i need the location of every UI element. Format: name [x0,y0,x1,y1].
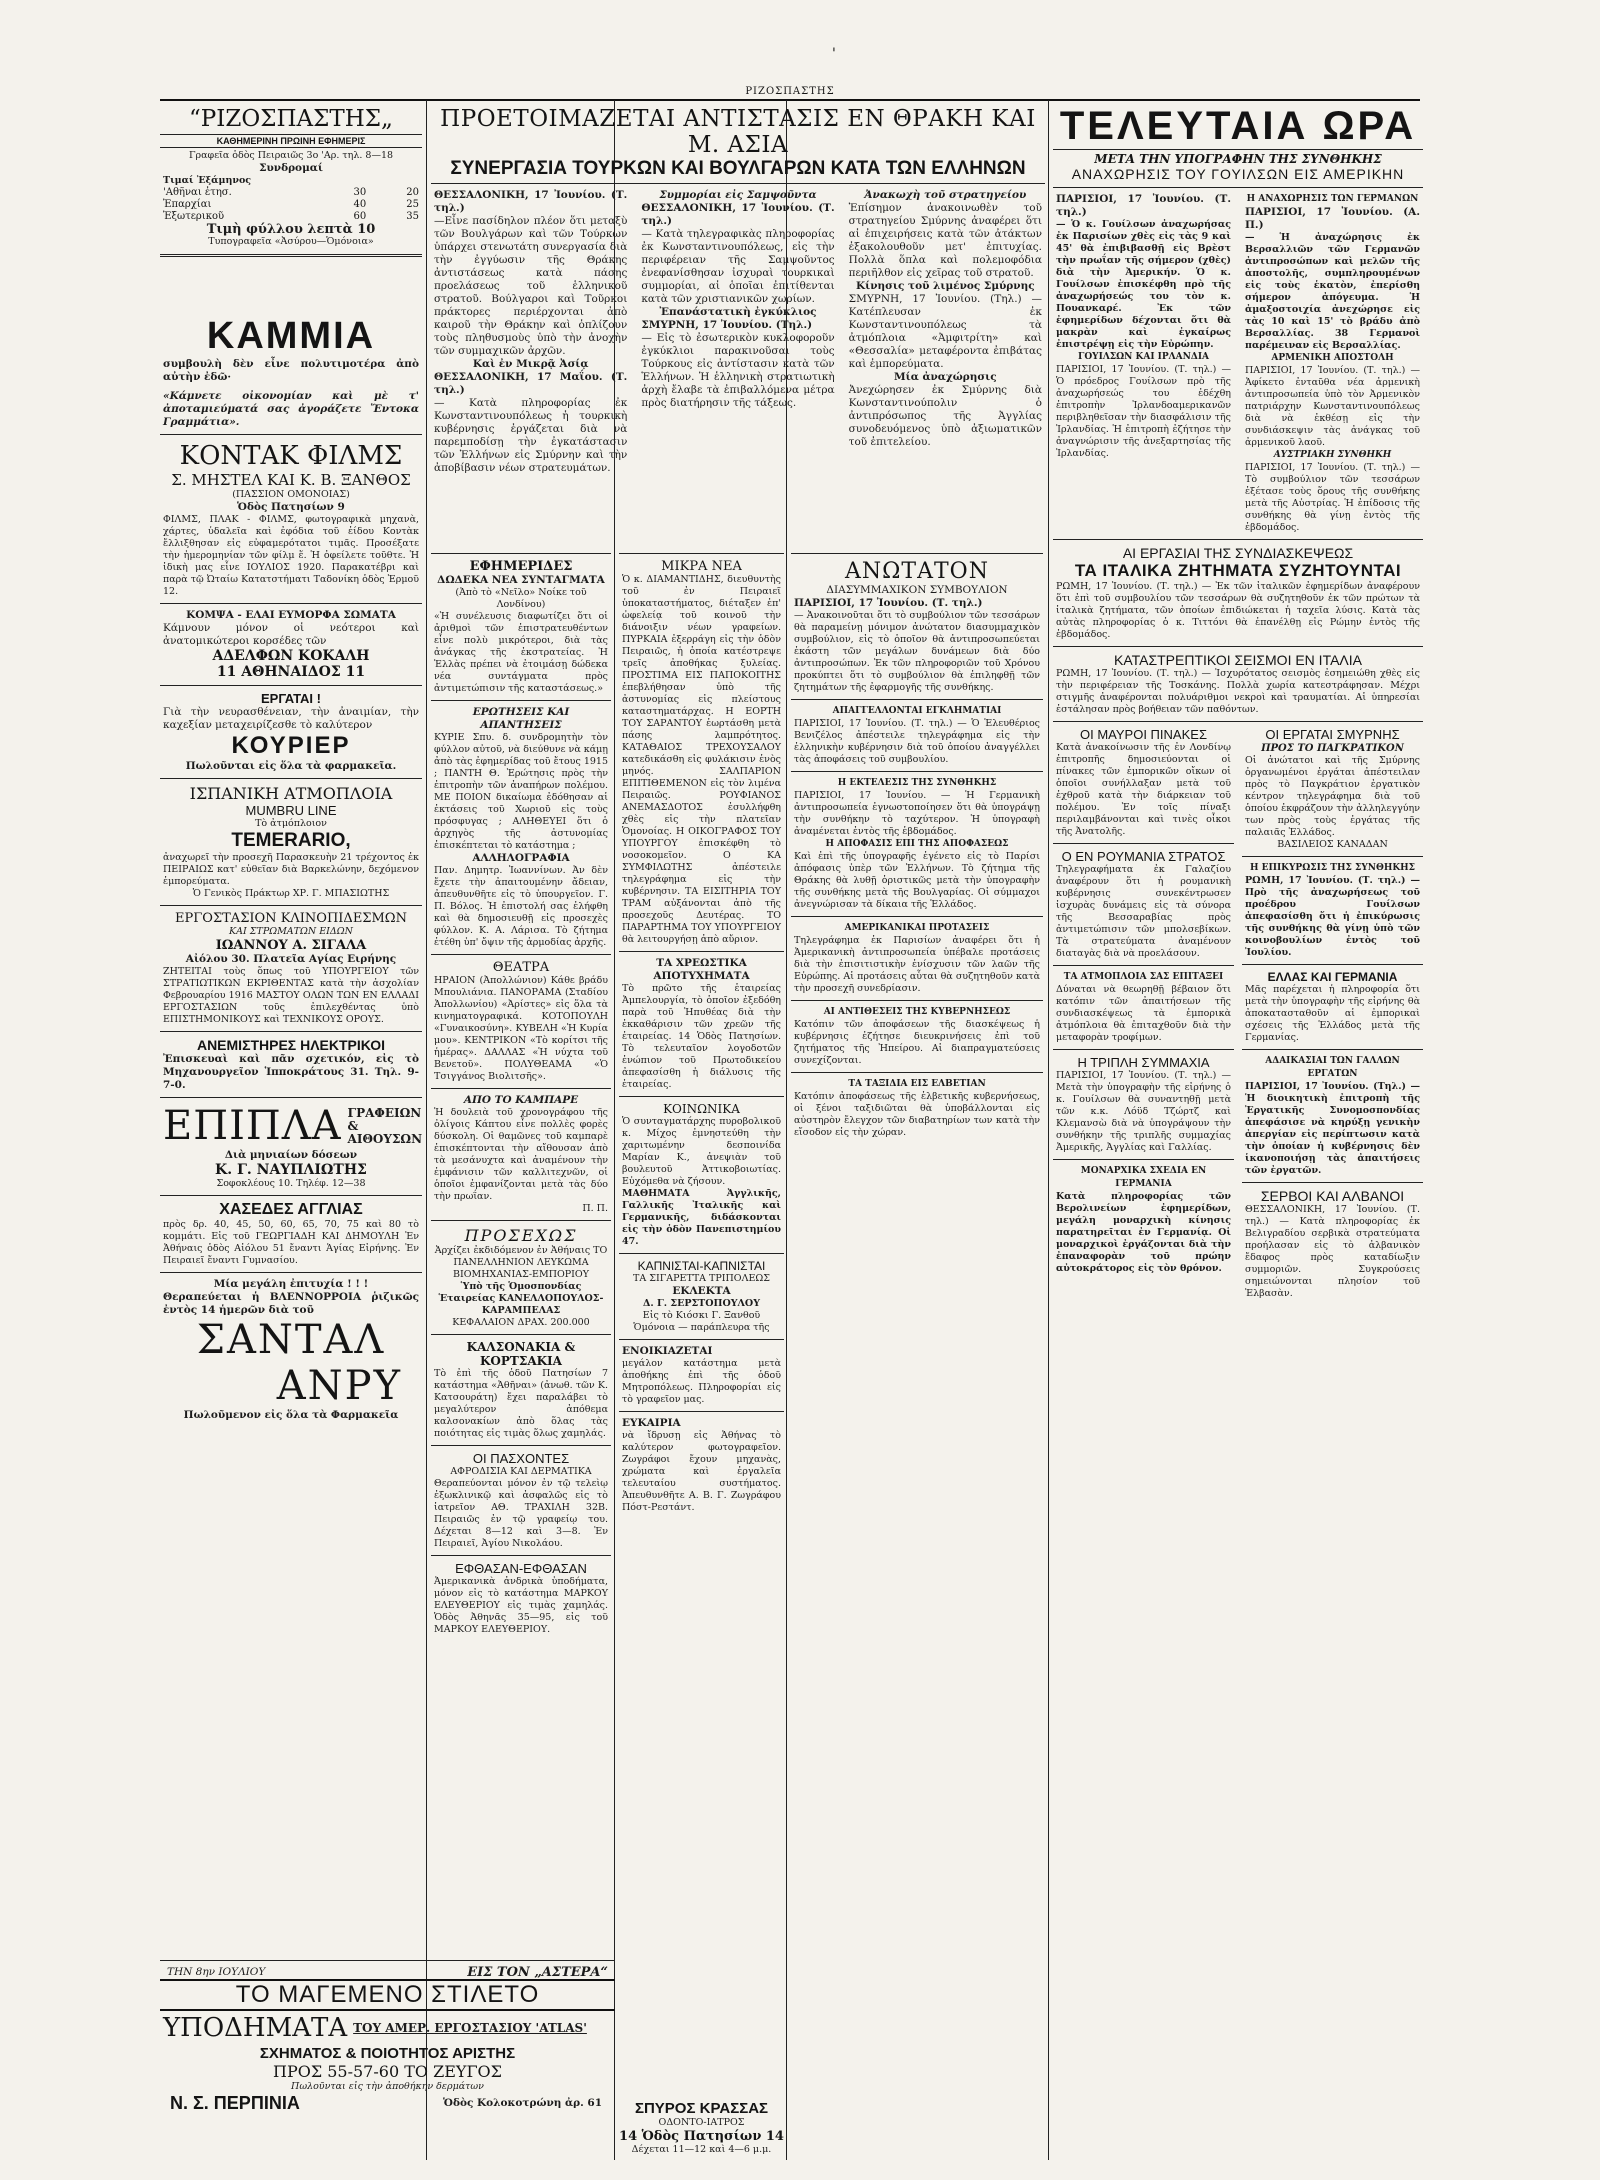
masthead-address: Γραφεῖα ὁδὸς Πειραιῶς 3ο 'Αρ. τηλ. 8—18 [188,150,394,161]
section-subtitle: ΔΩΔΕΚΑ ΝΕΑ ΣΥΝΤΑΓΜΑΤΑ [437,574,605,586]
last-hour-lower-right [1242,727,1423,1300]
ad-kompsa-body: Κάμνουν μόνον οἱ νεότεροι καὶ ἀνατομικώτεροι κορσέδες τῶν [163,622,419,647]
dentist-address: 14 Ὁδὸς Πατησίων 14 [619,2129,784,2144]
ad-kourier: ΚΟΥΡΙΕΡ [231,732,351,759]
article-body: Κατόπιν τῶν ἀποφάσεων τῆς διασκέψεως ἡ κυβέρνησις ἐζήτησε διευκρινήσεις ἐπὶ τοῦ ζητήματος τῆς Ἠπείρου. Αἱ διαπραγματεύσεις συνεχίζονται. [794,1019,1040,1066]
section-title: ΚΑΤΑΣΤΡΕΠΤΙΚΟΙ ΣΕΙΣΜΟΙ ΕΝ ΙΤΑΛΙΑ [1113,652,1363,668]
main-col-1 [431,189,630,475]
article-subhead: Κίνησις τοῦ λιμένος Σμύρνης [856,280,1035,292]
section-body: Δ. Γ. ΣΕΡΣΤΟΠΟΥΛΟΥ [643,1298,760,1309]
article-body: ΠΑΡΙΣΙΟΙ, 17 Ἰουνίου. (Τ. τηλ.) — Ὁ Ἑλευθέριος Βενιζέλος ἀπέστειλε τηλεγράφημα εἰς τὴν ἑλληνικὴν κυβέρνησιν διὰ τοῦ ὁποίου ἀναγγέλλει τὰς ἀποφάσεις τοῦ συμβουλίου. [794,718,1040,765]
section-body: Ὁ κ. ΔΙΑΜΑΝΤΙΔΗΣ, διευθυντὴς τοῦ ἐν Πειραιεῖ ὑποκαταστήματος, διέταξεν ἐπ' ὠφελείᾳ τοῦ κοινοῦ τὴν διάνοιξιν νέων γραφείων. ΠΥΡΚΑΙΑ ἐξερράγη εἰς τὴν ὁδὸν Πειραιῶς, ἡ ὁποία κατέστρεψε τρεῖς ἀποθήκας ξυλείας. ΠΡΟΣΤΙΜΑ ΕΙΣ ΠΑΠΟΚΟΙΤΗΣ ἐπεβλήθησαν ὑπὸ τῆς ἀστυνομίας εἰς πλείστους καταστηματάρχας. Η ΕΟΡΤΗ ΤΟΥ ΣΑΡΑΝΤΟΥ ἐωρτάσθη μετὰ πάσης λαμπρότητος. ΚΑΤΑΘΑΙΟΣ ΤΡΕΧΟΥΣΑΛΟΥ κατεδικάσθη εἰς φυλάκισιν ἑνὸς μηνός. ΣΑΛΠΑΡΙΟΝ ΕΠΙΤΙΘΕΜΕΝΟΝ εἰς τὸν λιμένα Πειραιῶς. ΡΟΥΦΙΑΝΟΣ ΑΝΕΜΑΣΔΟΤΟΣ ἐσυλλήφθη χθὲς εἰς τὴν πλατεῖαν Ὁμονοίας. Η ΟΙΚΟΓΡΑΦΟΣ ΤΟΥ ΥΠΟΥΡΓΟΥ ἐπισκέφθη τὸ νοσοκομεῖον. Ο ΚΑ ΣΥΜΦΙΛΩΤΗΣ ἀπέστειλε τηλεγράφημα εἰς τὴν κυβέρνησιν. ΤΑ ΕΙΣΙΤΗΡΙΑ ΤΟΥ ΤΡΑΜ αὐξάνονται ἀπὸ τῆς προσεχοῦς Δευτέρας. ΤΟ ΠΑΡΑΡΤΗΜΑ ΤΟΥ ΥΠΟΥΡΓΕΙΟΥ θὰ λειτουργήσῃ ἀπὸ αὔριον. [622,574,781,945]
rate-row: 'Αθῆναι ἐτησ. 30 20 [163,187,419,198]
rates-heading: Τιμαί Ἐξάμηνος [163,175,252,186]
article-body: Τηλεγράφημα ἐκ Παρισίων ἀναφέρει ὅτι ἡ Ἀμερικανικὴ ἀντιπροσωπεία ὑπέβαλε προτάσεις διὰ τὴν ἐπισιτιστικὴν ἐνίσχυσιν τῶν λαῶν τῆς Εὐρώπης. Αἱ προτάσεις αὗται θὰ συζητηθοῦν κατὰ τὴν προσεχῆ συνεδρίασιν. [794,935,1040,994]
shoes-price: ΠΡΟΣ 55-57-60 ΤΟ ΖΕΥΓΟΣ [273,2062,502,2081]
shoes-price-sub: Πωλοῦνται εἰς τὴν ἀποθήκην δερμάτων [291,2081,484,2092]
article-body: ΠΑΡΙΣΙΟΙ, 17 Ἰουνίου. (Τ. τηλ.) — Τὸ συμβούλιον τῶν τεσσάρων ἐξέτασε τοὺς ὅρους τῆς συνθήκης μετὰ τῆς Αὐστρίας. Ἡ ἐπίδοσις τῆς συνθήκης θὰ γίνῃ ἐντὸς τῆς ἑβδομάδος. [1245,462,1420,533]
signature: ΒΑΣΙΛΕΙΟΣ ΚΑΝΑΔΑΝ [1277,839,1388,850]
ad-ship-name: TEMERARIO, [231,830,351,851]
article-body: Τηλεγραφήματα ἐκ Γαλαζίου ἀναφέρουν ὅτι ἡ ρουμανικὴ κυβέρνησις συνεκέντρωσεν ἰσχυρὰς δυνάμεις εἰς τὰ σύνορα τῆς Βεσσαραβίας πρὸς ἀντιμετώπισιν τῶν μπολσεβίκων. Τὰ στρατεύματα ἀναμένουν διαταγὰς διὰ νὰ προελάσουν. [1056,864,1231,959]
section-body: Ὑπὸ τῆς Ὁμοσπονδίας Ἑταιρείας ΚΑΝΕΛΛΟΠΟΥΛΟΣ-ΚΑΡΑΜΠΕΛΑΣ [438,1281,604,1316]
section-title: Η ΑΠΟΦΑΣΙΣ ΕΠΙ ΤΗΣ ΑΠΟΦΑΣΕΩΣ [825,839,1009,849]
section-body: Παν. Δημητρ. Ἰωαννίνων. Ἀν δὲν ἔχετε τὴν ἀπαιτουμένην ἄδειαν, ἀπευθυνθῆτε εἰς τὸ ὑπουργεῖον. Γ. Π. Βόλος. Ἡ ἐπιστολή σας ἐλήφθη καὶ θὰ δημοσιευθῇ εἰς προσεχὲς φύλλον. Κ. Α. Λάρισα. Τὸ ζήτημα ἐτέθη ὑπ' ὄψιν τῆς ἁρμοδίας ἀρχῆς. [434,865,608,948]
section-title: ΜΟΝΑΡΧΙΚΑ ΣΧΕΔΙΑ ΕΝ ΓΕΡΜΑΝΙΑ [1080,1166,1207,1189]
section-body: Θεραπεύονται μόνον ἐν τῷ τελεὶῳ ἐξωκλινικῷ καὶ ἀσφαλῶς εἰς τὸ ἰατρεῖον ΑΘ. ΤΡΑΧΙΛΗ 32Β. Πειραιῶς ἐν τῷ γραφείῳ του. Δέχεται 8—12 καὶ 3—8. Ἐν Πειραιεῖ, Ἀγίου Νικολάου. [434,1478,608,1549]
section-body: «Ἡ συνέλευσις διαφωτίζει ὅτι οἱ ἀριθμοὶ τῶν ἐπιστρατευθέντων εἶνε πολὺ μικρότεροι, διὰ τὰς ἀνάγκας τῆς ἐκστρατείας. Ἡ Ἑλλὰς πρέπει νὰ ἐτοιμάσῃ δώδεκα νέα συντάγματα πρὸς ἀντιμετώπισιν τῆς καταστάσεως.» [434,611,608,694]
article-body: Κατὰ πληροφορίας τῶν Βερολινείων ἐφημερίδων, μεγάλη μοναρχικὴ κίνησις παρατηρεῖται ἐν Γερμανίᾳ. Οἱ μοναρχικοὶ ἐργάζονται διὰ τὴν ἐπαναφορὰν τοῦ πρώην αὐτοκράτορος εἰς τὸν θρόνον. [1056,1191,1231,1274]
cinema-name: ΕΙΣ ΤΟΝ „ΑΣΤΕΡΑ“ [467,1965,608,1980]
ad-epipla-side: ΓΡΑΦΕΙΩΝ & ΑΙΘΟΥΣΩΝ [347,1105,422,1146]
column-rule [426,100,427,2160]
ad-kompsa-heading: ΚΟΜΨΑ - ΕΛΑΙ ΕΥΜΟΡΦΑ ΣΩΜΑΤΑ [186,609,396,621]
section-title: ΑΜΕΡΙΚΑΝΙΚΑΙ ΠΡΟΤΑΣΕΙΣ [844,923,990,933]
dentist-ad [619,2100,784,2170]
article-body: ΠΑΡΙΣΙΟΙ, 17 Ἰουνίου. (Τ. τηλ.) — Μετὰ τὴν ὑπογραφὴν τῆς εἰρήνης ὁ κ. Γουίλσων θὰ συναντηθῇ μετὰ τῶν κ.κ. Λόϋδ Τζώρτζ καὶ Κλεμανσὼ διὰ νὰ ὑπογράψουν τὴν συνθήκην τῆς τριπλῆς συμμαχίας Ἀμερικῆς, Ἀγγλίας καὶ Γαλλίας. [1056,1070,1231,1153]
article-subhead: Ἀνακωχὴ τοῦ στρατηγείου [864,189,1027,201]
ad-kontak-names: Σ. ΜΗΣΤΕΛ ΚΑΙ Κ. Β. ΞΑΝΘΟΣ [171,471,411,489]
section-title: Ο ΕΝ ΡΟΥΜΑΝΙΑ ΣΤΡΑΤΟΣ [1061,849,1226,864]
article-body: ΣΜΥΡΝΗ, 17 Ἰουνίου. (Τηλ.) — Κατέπλευσαν ἐκ Κωνσταντινουπόλεως τὰ ἀτμόπλοια «Ἀμφιτρίτη» καὶ «Θεσσαλία» μεταφέροντα ἐπιβάτας καὶ ἐμπορεύματα. [848,293,1042,370]
section-title: ΘΕΑΤΡΑ [492,960,550,975]
section-title: ΑΠΟ ΤΟ ΚΑΜΠΑΡΕ [463,1094,579,1106]
ad-epipla-address: Σοφοκλέους 10. Τηλέφ. 12—38 [216,1178,366,1189]
ad-kourier-line: Πωλοῦνται εἰς ὅλα τὰ φαρμακεῖα. [185,760,397,772]
dateline: ΠΑΡΙΣΙΟΙ, 17 Ἰουνίου. (Τ. τηλ.) [794,597,983,609]
ad-epipla-body: Διὰ μηνιαίων δόσεων [224,1149,358,1161]
dentist-name: ΣΠΥΡΟΣ ΚΡΑΣΣΑΣ [634,2100,769,2117]
section-title: Η ΕΠΙΚΥΡΩΣΙΣ ΤΗΣ ΣΥΝΘΗΚΗΣ [1249,863,1416,873]
article-body: Κατόπιν ἀποφάσεως τῆς ἑλβετικῆς κυβερνήσεως, οἱ ξένοι ταξιδιῶται θὰ ὑποβάλλονται εἰς αὐστηρὸν ἔλεγχον τῶν διαβατηρίων των κατὰ τὴν εἴσοδον εἰς τὴν χώραν. [794,1091,1040,1138]
last-hour-title: ΤΕΛΕΥΤΑΙΑ ΩΡΑ [1059,104,1417,148]
section-body: Ἡ δουλειὰ τοῦ χρονογράφου τῆς ὀλίγοις Κάπτου εἶνε πολλὲς φορὲς δύσκολη. Οἱ θαμῶνες τοῦ καμπαρὲ ἐπισκέπτονται τὴν αἴθουσαν ἀπὸ τὰ μεσάνυχτα καὶ ἀναμένουν τὴν ἐμφάνισιν τῶν καλλιτεχνῶν, οἱ ὁποῖοι ἐμφανίζονται μετὰ τὰς δύο τὴν πρωΐαν. [434,1107,608,1202]
article-body: — Ἀνακοινοῦται ὅτι τὸ συμβούλιον τῶν τεσσάρων θὰ παραμείνῃ μόνιμον ἀνώτατον διασυμμαχικὸν συμβούλιον, εἰς τὸ ὁποῖον θὰ ἀντιπροσωπεύεται ἑκάστη τῶν μεγάλων δυνάμεων διὰ δύο ἀντιπροσώπων. Ἐκ τῶν πληροφοριῶν τοῦ Χρόνου προκύπτει ὅτι τὸ συμβούλιον θὰ ἐπιληφθῇ τῶν ζητημάτων τῆς ἐφαρμογῆς τῆς συνθήκης. [794,610,1040,693]
section-title: ΓΟΥΙΛΣΩΝ ΚΑΙ ΙΡΛΑΝΔΙΑ [1077,352,1210,362]
article-body: ΠΑΡΙΣΙΟΙ, 17 Ἰουνίου. (Τηλ.) — Ἡ διοικητικὴ ἐπιτροπὴ τῆς Ἐργατικῆς Συνομοσπονδίας ἀπεφάσισε νὰ κηρύξῃ γενικὴν ἀπεργίαν εἰς περίπτωσιν κατὰ τὴν ὁποίαν ἡ κυβέρνησις δὲν ἱκανοποιήσῃ τὰς ἀπαιτήσεις τῶν ἐργατῶν. [1245,1081,1420,1176]
ad-epipla [163,1103,422,1149]
last-hour-departures: ΑΝΑΧΩΡΗΣΙΣ ΤΟΥ ΓΟΥΙΛΣΩΝ ΕΙΣ ΑΜΕΡΙΚΗΝ [1071,166,1405,182]
running-head: ΡΙΖΟΣΠΑΣΤΗΣ [160,86,1420,101]
section-body: Ἀμερικανικὰ ἀνδρικὰ ὑποδήματα, μόνον εἰς τὸ κατάστημα ΜΑΡΚΟΥ ΕΛΕΥΘΕΡΙΟΥ εἰς τιμὰς χαμηλάς. Ὁδὸς Ἀθηνᾶς 35—95, εἰς τοῦ ΜΑΡΚΟΥ ΕΛΕΥΘΕΡΙΟΥ. [434,1576,608,1635]
ad-shipping-title: ΙΣΠΑΝΙΚΗ ΑΤΜΟΠΛΟΙΑ [189,784,393,803]
article-body: ΘΕΣΣΑΛΟΝΙΚΗ, 17 Ἰουνίου. (Τ. τηλ.) — Κατὰ πληροφορίας ἐκ Βελιγραδίου σερβικὰ στρατεύματα προήλασαν εἰς τὸ ἀλβανικὸν ἔδαφος πρὸς καταδίωξιν συμμοριῶν. Συγκρούσεις σημειώνονται πλησίον τοῦ Ἐλβασὰν. [1245,1204,1420,1299]
article-body: — Ὁ κ. Γουίλσων ἀναχωρήσας ἐκ Παρισίων χθὲς εἰς τὰς 9 καὶ 45' θὰ ἐπιβιβασθῇ εἰς Βρὲστ τὴν πρωΐαν τῆς σήμερον (χθὲς) διὰ τὴν Ἀμερικήν. Ὁ κ. Γουίλσων ἐπισκέφθη πρὸ τῆς ἀναχωρήσεώς του τὸν κ. Πουανκαρέ. Ἐκ τῶν ἐφημερίδων δέχονται ὅτι θὰ μακρὰν καὶ ἐγκαίρως ἐπιστρέψῃ εἰς τὴν Εὐρώπην. [1056,219,1231,350]
section-title: ΣΕΡΒΟΙ ΚΑΙ ΑΛΒΑΝΟΙ [1260,1188,1405,1204]
last-hour-left [1053,193,1234,534]
section-title: ΑΙ ΕΡΓΑΣΙΑΙ ΤΗΣ ΣΥΝΔΙΑΣΚΕΨΕΩΣ [1122,545,1354,561]
ad-santal-top: Μία μεγάλη ἐπιτυχία ! ! ! [213,1278,369,1290]
article-subhead: Καὶ ἐν Μικρᾷ Ἀσίᾳ [472,358,589,370]
main-subhead: ΣΥΝΕΡΓΑΣΙΑ ΤΟΥΡΚΩΝ ΚΑΙ ΒΟΥΛΓΑΡΩΝ ΚΑΤΑ ΤΩΝ ΕΛΛΗΝΩΝ [431,158,1045,184]
section-title: ΟΙ ΜΑΥΡΟΙ ΠΙΝΑΚΕΣ [1080,727,1207,742]
ad-santal-body: Θεραπεύεται ἡ ΒΛΕΝΝΟΡΡΟΙΑ ῥιζικῶς ἐντὸς 14 ἡμερῶν διὰ τοῦ [163,1291,419,1316]
masthead-subtitle: ΚΑΘΗΜΕΡΙΝΗ ΠΡΩΙΝΗ ΕΦΗΜΕΡΙΣ [160,134,422,148]
section-title: ΑΡΜΕΝΙΚΗ ΑΠΟΣΤΟΛΗ [1271,353,1394,363]
last-hour-columns [1053,193,1423,534]
shoes-quality: ΣΧΗΜΑΤΟΣ & ΠΟΙΟΤΗΤΟΣ ΑΡΙΣΤΗΣ [259,2045,516,2062]
section-title: ΑΙ ΑΝΤΙΘΕΣΕΙΣ ΤΗΣ ΚΥΒΕΡΝΗΣΕΩΣ [823,1007,1011,1017]
article-body: — Κατὰ τηλεγραφικὰς πληροφορίας ἐκ Κωνσταντινουπόλεως, εἰς τὴν περιφέρειαν τῆς Σαμψοῦντος ἐνεφανίσθησαν ἰσχυραὶ τουρκικαὶ συμμορίαι, αἱ ὁποῖαι ἐπιτίθενται κατὰ τῶν χριστιανικῶν χωρίων. [641,228,835,305]
ad-kontak-sub: (ΠΑΣΣΙΟΝ ΟΜΟΝΟΙΑΣ) [232,489,350,500]
dentist-title: ΟΔΟΝΤΟ-ΙΑΤΡΟΣ [658,2117,745,2128]
main-col-3 [846,189,1045,475]
section-title: ΕΦΗΜΕΡΙΔΕΣ [469,559,573,574]
ad-kammia-body: «Κάμνετε οἰκονομίαν καὶ μὲ τ' ἀποταμιεύματά σας ἀγοράζετε Ἔντοκα Γραμμάτια». [163,390,419,428]
ad-kammia-title: ΚΑΜΜΙΑ [206,315,376,357]
section-title: ΠΡΟΣΕΧΩΣ [464,1226,578,1245]
section-title: ΑΔΑΙΚΑΣΙΑΙ ΤΩΝ ΓΑΛΛΩΝ ΕΡΓΑΤΩΝ [1265,1056,1400,1079]
ad-chaseds-body: πρὸς δρ. 40, 45, 50, 60, 65, 70, 75 καὶ 80 τὸ κομμάτι. Εἰς τοῦ ΓΕΩΡΓΙΑΔΗ ΚΑΙ ΔΗΜΟΥΛΗ Ἐν Ἀθήναις ὁδὸς Αἰόλου 51 ἔναντι Ἁγίας Εἰρήνης. Ἐν Πειραιεῖ ἔναντι Γυμνασίου. [163,1219,419,1266]
article-body: ΡΩΜΗ, 17 Ἰουνίου. (Τ. τηλ.) — Ἰσχυρότατος σεισμὸς ἐσημειώθη χθὲς εἰς τὴν περιφέρειαν τῆς Τοσκάνης. Πολλὰ χωρία κατεστράφησαν. Μέχρι στιγμῆς ἀναφέρονται πολυάριθμοι νεκροὶ καὶ τραυματίαι. Αἱ ὑπηρεσίαι ἐστάλησαν πρὸς βοήθειαν τῶν παθόντων. [1056,668,1420,715]
last-hour-lower [1053,727,1423,1300]
ad-santal-name2: ΑΝΡΥ [276,1363,402,1409]
last-hour-subtitle: ΜΕΤΑ ΤΗΝ ΥΠΟΓΡΑΦΗΝ ΤΗΣ ΣΥΝΘΗΚΗΣ [1053,149,1423,166]
ad-fans-title: ΑΝΕΜΙΣΤΗΡΕΣ ΗΛΕΚΤΡΙΚΟΙ [196,1037,386,1053]
ad-shipping-small: Τὸ ἀτμόπλοιον [255,818,327,829]
dentist-hours: Δέχεται 11—12 καὶ 4—6 μ.μ. [631,2144,772,2155]
signature: Π. Π. [582,1203,608,1214]
column-4-lower [791,548,1043,1950]
article-body: — Εἰς τὸ ἐσωτερικὸν κυκλοφοροῦν ἐγκύκλιοι παρακινοῦσαι τοὺς Τούρκους εἰς ἀντίστασιν κατὰ τῶν Ἑλλήνων. Ἡ ἑλληνικὴ στρατιωτικὴ ἀρχὴ ἔλαβε τὰ ἐπιβαλλόμενα μέτρα πρὸς διατήρησιν τῆς τάξεως. [641,332,835,409]
section-body: Ἀρχίζει ἐκδιδόμενον ἐν Ἀθήναις ΤΟ ΠΑΝΕΛΛΗΝΙΟΝ ΛΕΥΚΩΜΑ ΒΙΟΜΗΧΑΝΙΑΣ-ΕΜΠΟΡΙΟΥ [434,1245,608,1280]
ad-factory-body: ΖΗΤΕΙΤΑΙ τοὺς ὅπως τοῦ ΥΠΟΥΡΓΕΙΟΥ τῶν ΣΤΡΑΤΙΩΤΙΚΩΝ ΕΚΡΙΘΕΝΤΑΣ κατὰ τὴν ἀσχολίαν Φεβρουαρίου 1916 ΜΑΣΤΟΥ ΟΛΩΝ ΤΩΝ ΕΝ ΕΛΛΑΔΙ ΕΡΓΟΣΤΑΣΙΩΝ τοῦς ἐπιλεχθέντας ὑπὸ ΕΠΙΣΤΗΜΟΝΙΚΟΥΣ καὶ ΤΕΧΝΙΚΟΥΣ ΟΡΟΥΣ. [163,966,419,1025]
section-title: ΚΑΛΣΟΝΑΚΙΑ & ΚΟΡΤΣΑΚΙΑ [466,1340,576,1368]
shoes-address: Ὁδὸς Κολοκοτρώνη ἀρ. 61 [443,2097,602,2109]
article-body: Οἱ ἀνώτατοι καὶ τῆς Σμύρνης ὀργανωμένοι ἐργάται ἀπέστειλαν πρὸς τὸ Παγκράτιον ἐργατικὸν κέντρον τηλεγράφημα διὰ τοῦ ὁποίου ἐκφράζουν τὴν ἀλληλεγγύην των πρὸς τοὺς ἐργάτας τῆς παλαιᾶς Ἑλλάδος. [1245,755,1420,838]
shoes-seller: Ν. Σ. ΠΕΡΠΙΝΙΑ [170,2093,300,2113]
shoes-side: ΤΟΥ ΑΜΕΡ. ΕΡΓΟΣΤΑΣΙΟΥ 'ATLAS' [353,2020,587,2035]
section-body: Ὁμόνοια — παράπλευρα τῆς [633,1322,770,1333]
last-hour-lower-left [1053,727,1234,1300]
section-title: Η ΑΝΑΧΩΡΗΣΙΣ ΤΩΝ ΓΕΡΜΑΝΩΝ [1246,194,1419,204]
section-title: ΟΙ ΠΑΣΧΟΝΤΕΣ [472,1451,570,1466]
ad-kompsa-address: 11 ΑΘΗΝΑΙΔΟΣ 11 [216,664,366,680]
article-body: ΠΑΡΙΣΙΟΙ, 17 Ἰουνίου. (Τ. τηλ.) — Ἀφίκετο ἐνταῦθα νέα ἀρμενικὴ ἀντιπροσωπεία ὑπὸ τὸν Ἀρμενικὸν πατριάρχην Κωνσταντινουπόλεως διὰ νὰ ἐκθέσῃ εἰς τὴν συνδιάσκεψιν τὰς ἀνάγκας τοῦ ἀρμενικοῦ λαοῦ. [1245,365,1420,448]
dateline: ΣΜΥΡΝΗ, 17 Ἰουνίου. (Τηλ.) [641,319,813,331]
rate-row: Ἐξωτερικοῦ 60 35 [163,211,419,222]
main-story-columns [431,189,1045,475]
section-subtitle: ΤΑ ΙΤΑΛΙΚΑ ΖΗΤΗΜΑΤΑ ΣΥΖΗΤΟΥΝΤΑΙ [1074,561,1402,580]
section-title: ΑΛΛΗΛΟΓΡΑΦΙΑ [472,852,570,864]
dateline: ΘΕΣΣΑΛΟΝΙΚΗ, 17 Μαΐου. (Τ. τηλ.) [434,371,628,396]
ad-shipping-body: ἀναχωρεῖ τὴν προσεχῆ Παρασκευὴν 21 τρέχοντος ἐκ ΠΕΙΡΑΙΩΣ κατ' εὐθεῖαν διὰ Βαρκελώνην, δεχόμενον ἐμπορεύματα. [163,852,419,887]
article-subhead: Ἐπανάστατικὴ ἐγκύκλιος [659,306,817,318]
section-body: ΕΚΛΕΚΤΑ [672,1285,731,1297]
section-title: ΟΙ ΕΡΓΑΤΑΙ ΣΜΥΡΝΗΣ [1265,727,1400,742]
ad-kompsa-brand: ΑΔΕΛΦΩΝ ΚΟΚΑΛΗ [212,648,370,664]
section-title: ΤΑ ΤΑΞΙΔΙΑ ΕΙΣ ΕΛΒΕΤΙΑΝ [848,1079,986,1089]
article-body: —Εἶνε πασίδηλον πλέον ὅτι μεταξὺ τῶν Βουλγάρων καὶ τῶν Τούρκων ὑπάρχει στενωτάτη συνεργασία διὰ τὴν ἐγγύωσιν τῆς Θράκης ἀντιστάσεως κατὰ πάσης προελάσεως τοῦ ἑλληνικοῦ στρατοῦ. Βούλγαροι καὶ Τοῦρκοι πράκτορες περιέρχονται ἀπὸ καιροῦ τὴν Θράκην καὶ ὁπλίζουν τοὺς πληθυσμοὺς ὑπὸ τὴν ἀνοχὴν τῶν συμμαχικῶν ἀρχῶν. [434,215,628,357]
section-body: ΜΑΘΗΜΑΤΑ Ἀγγλικῆς, Γαλλικῆς Ἰταλικῆς καὶ Γερμανικῆς, διδάσκονται εἰς τὴν ὁδὸν Πανεπιστημίου 47. [622,1188,781,1247]
section-title: ΤΑ ΑΤΜΟΠΛΟΙΑ ΣΑΣ ΕΠΙΤΑΞΕΙ [1063,972,1224,982]
section-body: νὰ ἴδρυσῃ εἰς Ἀθήνας τὸ καλύτερον φωτογραφεῖον. Ζωγράφοι ἔχουν μηχανὰς, χρώματα καὶ ἐργαλεῖα τελευταίου συστήματος. Ἀπευθυνθῆτε Α. Β. Γ. Ζωγράφου Πόστ-Ρεστάντ. [622,1430,781,1513]
ad-shipping-sub: MUMBRU LINE [245,803,337,818]
section-body: Τὸ ἐπὶ τῆς ὁδοῦ Πατησίων 7 κατάστημα «Ἀθῆναι» (ἀνωθ. τῶν Κ. Κατσουράτη) ἔχει παραλάβει τὸ μεγαλύτερον ἀπόθεμα καλσονακίων ἀπὸ ὅλας τὰς ποιότητας εἰς τιμὰς ὅλως χαμηλάς. [434,1368,608,1439]
section-subtitle: ΑΦΡΟΔΙΣΙΑ ΚΑΙ ΔΕΡΜΑΤΙΚΑ [450,1466,592,1477]
ad-kontak-address: Ὁδὸς Πατησίων 9 [237,501,345,513]
spacer [431,1955,611,2095]
page-number: ' [832,46,836,62]
last-hour-right [1242,193,1423,534]
column-rule [1048,100,1049,2160]
article-body: ΡΩΜΗ, 17 Ἰουνίου. (Τ. τηλ.) — Πρὸ τῆς ἀναχωρήσεως τοῦ προέδρου Γουίλσων ἀπεφασίσθη ὅτι ἡ ἐπικύρωσις τῆς συνθήκης θὰ γίνῃ ὑπὸ τῶν κοινοβουλίων ἐντὸς τοῦ Ἰουλίου. [1245,875,1420,958]
section-title: ΕΥΚΑΙΡΙΑ [622,1417,681,1429]
main-headline: ΠΡΟΕΤΟΙΜΑΖΕΤΑΙ ΑΝΤΙΣΤΑΣΙΣ ΕΝ ΘΡΑΚΗ ΚΑΙ Μ. ΑΣΙΑ [440,106,1036,158]
dateline: ΘΕΣΣΑΛΟΝΙΚΗ, 17 Ἰουνίου. (Τ. τηλ.) [641,202,835,227]
rate-row: Ἐπαρχίαι 40 25 [163,199,419,210]
date-line: ΤΗΝ 8ην ΙΟΥΛΙΟΥ [167,1966,266,1978]
section-body: μεγάλον κατάστημα μετὰ ἀποθήκης ἐπὶ τῆς ὁδοῦ Μητροπόλεως. Πληροφορίαι εἰς τὸ γραφεῖον μας. [622,1358,781,1405]
last-hour-column [1053,100,1423,2160]
ad-ergatai-heading: ΕΡΓΑΤΑΙ ! [261,691,321,706]
section-title: ΑΥΣΤΡΙΑΚΗ ΣΥΝΘΗΚΗ [1273,450,1392,460]
ad-santal-name: ΣΑΝΤΑΛ [196,1317,386,1363]
section-body: ΗΡΑΙΟΝ (Ἀπολλώνιον) Κάθε βράδυ Μπουλιάνια. ΠΑΝΟΡΑΜΑ (Σταδίου Ἀπολλωνίου) «Ἀρίστες» εἰς ὅλα τὰ κινηματογραφικά. ΚΟΤΟΠΟΥΛΗ «Γυναικοσύνη». ΚΥΒΕΛΗ «Ἡ Κυρία μου». ΚΕΝΤΡΙΚΟΝ «Τὸ κορίτσι τῆς ἡμέρας». ΔΑΛΛΑΣ «Ἡ νύχτα τοῦ Βενετοῦ». ΠΟΛΥΘΕΑΜΑ «Ὁ Τσιγγάνος Βιολιτσῆς». [434,975,608,1082]
section-title: ΜΙΚΡΑ ΝΕΑ [661,559,742,574]
section-body: ΚΕΦΑΛΑΙΟΝ ΔΡΑΧ. 200.000 [452,1317,590,1328]
section-title: ΚΟΙΝΩΝΙΚΑ [663,1102,740,1116]
article-body: Μᾶς παρέχεται ἡ πληροφορία ὅτι μετὰ τὴν ὑπογραφὴν τῆς εἰρήνης θὰ ἀποκατασταθοῦν αἱ ἐμπορικαὶ σχέσεις τῆς Ἑλλάδος μετὰ τῆς Γερμανίας. [1245,984,1420,1043]
article-subhead: Μία ἀναχώρησις [894,371,997,383]
masthead-title: “ΡΙΖΟΣΠΑΣΤΗΣ„ [189,106,393,132]
film-title: ΤΟ ΜΑΓΕΜΕΝΟ ΣΤΙΛΕΤΟ [160,1979,615,2011]
section-body: ΤΑ ΣΙΓΑΡΕΤΤΑ ΤΡΙΠΟΛΕΩΣ [633,1273,770,1284]
ad-fans-body: Ἐπισκευαὶ καὶ πᾶν σχετικόν, εἰς τὸ Μηχανουργεῖον Ἱπποκράτους 31. Τηλ. 9-7-0. [163,1053,419,1091]
section-title: ΑΠΑΓΓΕΛΛΟΝΤΑΙ ΕΓΚΛΗΜΑΤΙΑΙ [832,706,1002,716]
section-title: ΕΝΟΙΚΙΑΖΕΤΑΙ [622,1345,713,1357]
shoes-title: ΥΠΟΔΗΜΑΤΑ [163,2013,348,2043]
section-title: ΕΡΩΤΗΣΕΙΣ ΚΑΙ ΑΠΑΝΤΗΣΕΙΣ [472,706,570,731]
ad-shipping-agent: Ὁ Γενικὸς Πράκτωρ ΧΡ. Γ. ΜΠΑΣΙΩΤΗΣ [192,888,390,899]
ad-chaseds-title: ΧΑΣΕΔΕΣ ΑΓΓΛΙΑΣ [219,1201,363,1218]
article-body: — Κατὰ πληροφορίας ἐκ Κωνσταντινουπόλεως ἡ τουρκικὴ κυβέρνησις ἐργάζεται διὰ νὰ παρεμποδίσῃ τὴν ἐγκατάστασιν τῶν Ἑλλήνων εἰς Σμύρνην καὶ τὴν ἀποβίβασιν νέων στρατευμάτων. [434,397,628,474]
ad-kontak-title: ΚΟΝΤΑΚ ΦΙΛΜΣ [179,441,403,471]
ad-kontak-body: ΦΙΛΜΣ, ΠΛΑΚ - ΦΙΛΜΣ, φωτογραφικὰ μηχανὰ, χάρτες, ὑδαλεῖα καὶ ἐφόδια τοῦ ἐίδου Κοντὰκ ἔλλιξθησαν εἰς εὐφαμερότατοι τιμᾶς. Προσέξατε τὴν ἡμερομηνίαν τῶν φίλμ ἕ. Ἡ ὀφείλετε τοῦθτε. Ἡ ἰδικὴ μας εἶνε ΙΟΥΛΙΟΣ 1920. Παρακατέβρι καὶ παρὰ τῷ Ὠταίω Κατατστήματι Ταδονίκη ὁδὸς Ἑρμοῦ 12. [163,514,419,597]
section-body: Ὁ συνταγματάρχης πυροβολικοῦ κ. Μίχος ἐμνηστεύθη τὴν χαριτωμένην δεσποινίδα Μαρίαν Κ., ἀνεψιὰν τοῦ βουλευτοῦ Ἀττικοβοιωτίας. Εὐχόμεθα νὰ ζήσουν. [622,1116,781,1187]
section-title: Η ΕΚΤΕΛΕΣΙΣ ΤΗΣ ΣΥΝΘΗΚΗΣ [837,778,997,788]
ad-factory-sub: ΚΑΙ ΣΤΡΩΜΑΤΩΝ ΕΙΔΩΝ [229,926,353,937]
article-body: Δύναται νὰ θεωρηθῇ βέβαιον ὅτι κατόπιν τῶν ἀπαιτήσεων τῆς συνδιασκέψεως τὰ ἐμπορικὰ ἀτμόπλοια θὰ ἐπιταχθοῦν διὰ τὴν μεταφορὰν τροφίμων. [1056,984,1231,1043]
ad-kammia-line: συμβουλὴ δὲν εἶνε πολυτιμοτέρα ἀπὸ αὐτὴν ἐδῶ· [163,358,419,383]
left-column [160,100,422,2160]
article-body: — Ἡ ἀναχώρησις ἐκ Βερσαλλιῶν τῶν Γερμανῶν ἀντιπροσώπων καὶ μελῶν τῆς ἀποστολῆς, συμπληρουμένων εἰς τοὺς ἑκατὸν, ἐπερίσθη σήμερον ἀπόγευμα. Ἡ ἀμαξοστοιχία ἀνεχώρησε εἰς τὰς 10 καὶ 15' τὸ βράδυ ἀπὸ Βερσαλλίας. 38 Γερμανοὶ παρέμειναν εἰς Βερσαλλίας. [1245,232,1420,351]
article-body: Ἀνεχώρησεν ἐκ Σμύρνης διὰ Κωνσταντινούπολιν ὁ ἀντιπρόσωπος τῆς Ἀγγλίας συνοδευόμενος ὑπὸ ἀξιωματικῶν τοῦ ἐπιτελείου. [848,384,1042,448]
section-title: Η ΤΡΙΠΛΗ ΣΥΜΜΑΧΙΑ [1077,1055,1210,1070]
column-3-lower [619,548,784,1950]
section-title: ΕΦΘΑΣΑΝ-ΕΦΘΑΣΑΝ [455,1561,587,1576]
council-subtitle: ΔΙΑΣΥΜΜΑΧΙΚΟΝ ΣΥΜΒΟΥΛΙΟΝ [826,584,1008,596]
section-title: ΚΑΠΝΙΣΤΑΙ-ΚΑΠΝΙΣΤΑΙ [637,1259,766,1273]
dateline: ΠΑΡΙΣΙΟΙ, 17 Ἰουνίου. (Τ. τηλ.) [1056,193,1231,218]
ad-epipla-title: ΕΠΙΠΛΑ [163,1103,342,1149]
section-body: ΚΥΡΙΕ Σπυ. δ. συνδρομητὴν τὸν φύλλον αὐτοῦ, νὰ διεύθυνε νὰ κάμῃ ἀπὸ τὰς ἐφημερίδας τοῦ ἔτους 1915 ; ΠΑΝΤΗ Θ. Ἐρώτησις πρὸς τὴν ἐπιτροπὴν τῶν ἀναπήρων πολέμου. ΜΕ ΠΟΙΟΝ δικαίωμα ἐδόθησαν αἱ ἐκτάσεις τοῦ Χωριοῦ εἰς τοὺς πρόσφυγας ; ΑΛΗΘΕΥΕΙ ὅτι ὁ ἀρχηγὸς τῆς ἀστυνομίας ἐπισκέπτεται τὸ κατάστημα ; [434,732,608,851]
article-subhead: Συμμορίαι εἰς Σαμψοῦντα [659,189,817,201]
article-body: ΠΑΡΙΣΙΟΙ, 17 Ἰουνίου. — Ἡ Γερμανικὴ ἀντιπροσωπεία ἐγνωστοποίησεν ὅτι θὰ ὑπογράψῃ τὴν συνθήκην τὸ ταχύτερον. Ἡ ὑπογραφὴ ἀναμένεται ἐντὸς τῆς ἑβδομάδος. [794,790,1040,837]
article-body: ΠΑΡΙΣΙΟΙ, 17 Ἰουνίου. (Τ. τηλ.) — Ὁ πρόεδρος Γουίλσων πρὸ τῆς ἀναχωρήσεώς του ἐδέχθη ἐπιτροπὴν Ἰρλανδοαμερικανῶν περιβληθεῖσαν τὴν διασφάλισιν τῆς Ἰρλανδίας. Ἡ ἐπιτροπὴ ἐζήτησε τὴν ἀναγνώρισιν τῆς ἀνεξαρτησίας τῆς Ἰρλανδίας. [1056,364,1231,459]
ad-factory-owner: ΙΩΑΝΝΟΥ Α. ΣΙΓΑΛΑ [215,938,367,953]
section-body: Εἰς τὸ Κιόσκι Γ. Ξανθοῦ [642,1310,761,1321]
main-col-2 [638,189,837,475]
price: Τιμὴ φύλλου λεπτὰ 10 [206,222,376,237]
shoes-seller-row [170,2093,605,2114]
article-body: Ἐπίσημον ἀνακοινωθὲν τοῦ στρατηγείου Σμύρνης ἀναφέρει ὅτι αἱ ἐπιχειρήσεις κατὰ τῶν ἀτάκτων ἐξακολουθοῦν μετ' ἐπιτυχίας. Πολλὰ ὅπλα καὶ πολεμοφόδια περιῆλθον εἰς χεῖρας τοῦ στρατοῦ. [848,202,1042,279]
dateline: ΘΕΣΣΑΛΟΝΙΚΗ, 17 Ἰουνίου. (Τ. τηλ.) [434,189,628,214]
section-body: Τὸ πρῶτο τῆς ἑταιρείας Ἀμπελουργία, τὸ ὁποῖον ἐξεδόθη παρὰ τοῦ Ἠπυθέας διὰ τὴν ἐκκαθάρισιν τῶν χρεῶν τῆς ἐταιρείας. 14 Ὁδὸς Πατησίων. Τὸ τελευταῖον λογοδοτῶν ἐνώπιον τοῦ Πρωτοδικείου ἀπεφασίσθη ἡ διάλυσις τῆς ἑταιρείας. [622,983,781,1090]
main-story [431,100,1045,540]
section-source: (Ἀπὸ τὸ «Νεῖλο» Νοίκε τοῦ Λονδίνου) [455,587,587,610]
dateline: ΠΑΡΙΣΙΟΙ, 17 Ἰουνίου. (Α. Π.) [1245,206,1420,231]
column-2-lower [431,548,611,1950]
article-body: Καὶ ἐπὶ τῆς ὑπογραφῆς ἐγένετο εἰς τὸ Παρίσι ἀπόφασις ὑπὲρ τῶν Ἑλλήνων. Τὸ ζήτημα τῆς Θράκης θὰ λυθῇ ὁριστικῶς μετὰ τὴν ὑπογραφὴν τῆς συνθήκης μετὰ τῆς Βουλγαρίας. Οἱ σύμμαχοι ἀνεγνώρισαν τὰ δίκαια τῆς Ἑλλάδος. [794,851,1040,910]
section-title: ΤΑ ΧΡΕΩΣΤΙΚΑ ΑΠΟΤΥΧΗΜΑΤΑ [653,957,750,982]
section-title: ΕΛΛΑΣ ΚΑΙ ΓΕΡΜΑΝΙΑ [1267,970,1398,984]
ad-factory-title: ΕΡΓΟΣΤΑΣΙΟΝ ΚΛΙΝΟΠΙΔΕΣΜΩΝ [175,911,407,926]
ad-factory-address: Αἰόλου 30. Πλατεῖα Αγίας Ειρήνης [185,953,397,965]
ad-ergatai-body: Γιὰ τὴν νευρασθένειαν, τὴν ἀναιμίαν, τὴν καχεξίαν μεταχειρίζεσθε τὸ καλύτερον [163,706,419,731]
ad-epipla-name: Κ. Γ. ΝΑΥΠΛΙΩΤΗΣ [215,1162,367,1178]
subscription-heading: Συνδρομαί [259,162,323,174]
printer: Τυπογραφεῖα «Ἀσύρου—Ὁμόνοια» [208,236,374,247]
article-body: Κατὰ ἀνακοίνωσιν τῆς ἐν Λονδίνῳ ἐπιτροπῆς δημοσιεύονται οἱ πίνακες τῶν ἐμπορικῶν οἴκων οἱ ὁποῖοι συνήλλαξαν μετὰ τοῦ ἐχθροῦ κατὰ τὴν διάρκειαν τοῦ πολέμου. Ἐν τοῖς πίναξι περιλαμβάνονται καὶ τινὲς οἶκοι τῆς Ἀνατολῆς. [1056,742,1231,837]
council-title: ΑΝΩΤΑΤΟΝ [845,559,989,584]
ad-santal-sale: Πωλοῦμενον εἰς ὅλα τὰ Φαρμακεῖα [183,1409,399,1421]
article-body: ΡΩΜΗ, 17 Ἰουνίου. (Τ. τηλ.) — Ἐκ τῶν ἰταλικῶν ἐφημερίδων ἀναφέρουν ὅτι ἐπὶ τοῦ συμβουλίου τῶν τεσσάρων θὰ συζητηθοῦν ἐκ τῶν πρώτων τὰ ἰταλικὰ ζητήματα, τῶν ὁποίων ἐπιδιώκεται ἡ ταχεῖα λύσις. Κατὰ τὰς αὐτὰς πληροφορίας ὁ κ. Τιττόνι θὰ ἐπανέλθῃ εἰς Ρώμην ἐντὸς τῆς ἑβδομάδος. [1056,581,1420,640]
section-subtitle: ΠΡΟΣ ΤΟ ΠΑΓΚΡΑΤΙΚΟΝ [1261,743,1404,754]
